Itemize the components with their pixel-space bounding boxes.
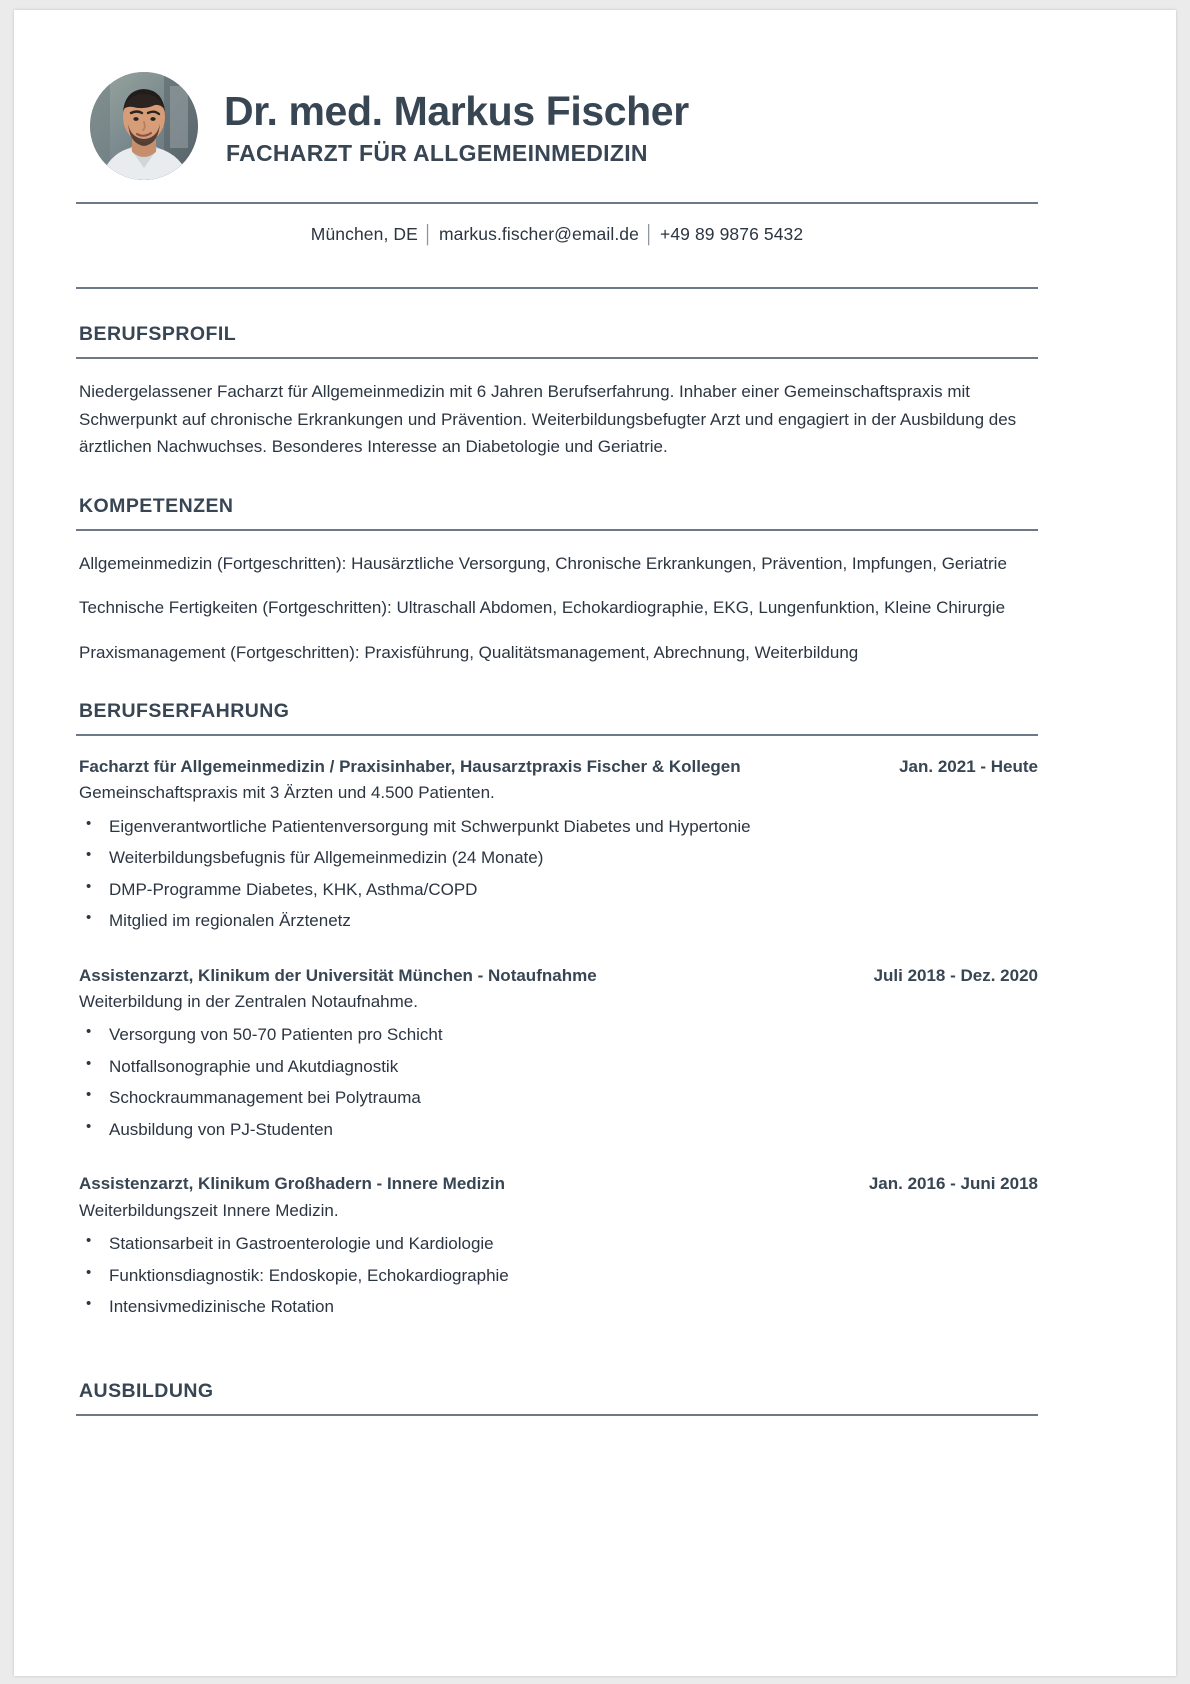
bullet-item — [79, 1085, 1038, 1111]
bullet-item — [79, 1231, 1038, 1257]
bullet-icon: • — [86, 877, 92, 895]
experience-title: Assistenzarzt, Klinikum Großhadern - Innere Medizin — [79, 1174, 506, 1194]
section-education — [76, 1380, 1038, 1416]
section-title-experience: BERUFSERFAHRUNG — [79, 700, 290, 723]
page-title: Dr. med. Markus Fischer — [224, 87, 689, 134]
section-divider-education — [76, 1414, 1038, 1416]
experience-bullets — [79, 1231, 1038, 1320]
section-title-education: AUSBILDUNG — [79, 1379, 214, 1402]
experience-date: Jan. 2021 - Heute — [899, 757, 1038, 777]
bullet-text: Weiterbildungsbefugnis für Allgemeinmedizin (24 Monate) — [109, 848, 544, 868]
contact-line — [76, 204, 1038, 265]
contact-separator-1: │ — [422, 224, 434, 244]
bullet-item — [79, 1294, 1038, 1320]
bullet-text: Schockraummanagement bei Polytrauma — [109, 1088, 421, 1108]
experience-entry — [79, 964, 1038, 1143]
section-profile — [76, 323, 1038, 461]
experience-entry — [79, 755, 1038, 934]
skill-item: Praxismanagement (Fortgeschritten): Praxisführung, Qualitätsmanagement, Abrechnung, Weiterbildung — [79, 642, 859, 662]
portrait-photo-icon — [90, 72, 198, 180]
contact-email[interactable]: markus.fischer@email.de — [438, 224, 639, 244]
bullet-text: Ausbildung von PJ-Studenten — [109, 1119, 333, 1139]
bullet-item — [79, 877, 1038, 903]
experience-bullets — [79, 1022, 1038, 1142]
experience-date: Juli 2018 - Dez. 2020 — [873, 965, 1038, 985]
bullet-icon: • — [86, 846, 92, 864]
section-divider-profile — [76, 357, 1038, 359]
skill-item: Allgemeinmedizin (Fortgeschritten): Hausärztliche Versorgung, Chronische Erkrankungen, Prävention, Impfungen, Geriatrie — [79, 553, 1007, 573]
contact-separator-2: │ — [643, 224, 656, 244]
resume-header — [76, 72, 1038, 180]
section-skills — [76, 495, 1038, 667]
contact-location: München, DE — [310, 224, 418, 244]
job-subtitle: FACHARZT FÜR ALLGEMEINMEDIZIN — [226, 140, 648, 167]
experience-date: Jan. 2016 - Juni 2018 — [868, 1174, 1038, 1194]
bullet-text: Versorgung von 50-70 Patienten pro Schicht — [109, 1025, 443, 1045]
header-text — [224, 85, 689, 168]
experience-header — [79, 964, 1038, 988]
bullet-text: Funktionsdiagnostik: Endoskopie, Echokardiographie — [109, 1265, 509, 1285]
section-experience — [76, 700, 1038, 1319]
resume-page — [14, 10, 1176, 1676]
bullet-icon: • — [86, 909, 92, 927]
experience-title: Facharzt für Allgemeinmedizin / Praxisinhaber, Hausarztpraxis Fischer & Kollegen — [79, 757, 741, 777]
bullet-icon: • — [86, 814, 92, 832]
bullet-text: Mitglied im regionalen Ärztenetz — [109, 911, 351, 931]
bullet-icon: • — [86, 1023, 92, 1041]
experience-description: Weiterbildung in der Zentralen Notaufnahme. — [79, 991, 418, 1011]
section-title-profile: BERUFSPROFIL — [79, 323, 237, 345]
bullet-item — [79, 814, 1038, 840]
bullet-text: DMP-Programme Diabetes, KHK, Asthma/COPD — [109, 879, 478, 899]
experience-entry — [79, 1172, 1038, 1319]
section-divider-skills — [76, 529, 1038, 531]
bullet-icon: • — [86, 1117, 92, 1135]
bullet-text: Stationsarbeit in Gastroenterologie und Kardiologie — [109, 1234, 494, 1254]
experience-description: Weiterbildungszeit Innere Medizin. — [79, 1200, 339, 1220]
bullet-icon: • — [86, 1054, 92, 1072]
experience-description: Gemeinschaftspraxis mit 3 Ärzten und 4.500 Patienten. — [79, 783, 495, 803]
bullet-item — [79, 1263, 1038, 1289]
bullet-item — [79, 845, 1038, 871]
bullet-item — [79, 908, 1038, 934]
experience-header — [79, 755, 1038, 779]
skill-item: Technische Fertigkeiten (Fortgeschritten): Ultraschall Abdomen, Echokardiographie, EKG, Lungenfunktion, Kleine Chirurgie — [79, 598, 1006, 618]
section-divider-experience — [76, 734, 1038, 736]
bullet-item — [79, 1022, 1038, 1048]
experience-title: Assistenzarzt, Klinikum der Universität München - Notaufnahme — [79, 965, 597, 985]
resume-content — [76, 72, 1038, 1435]
bullet-icon: • — [86, 1086, 92, 1104]
bullet-item — [79, 1117, 1038, 1143]
bullet-icon: • — [86, 1232, 92, 1250]
bullet-item — [79, 1054, 1038, 1080]
bullet-text: Eigenverantwortliche Patientenversorgung mit Schwerpunkt Diabetes und Hypertonie — [109, 816, 751, 836]
profile-text: Niedergelassener Facharzt für Allgemeinmedizin mit 6 Jahren Berufserfahrung. Inhaber einer Gemeinschaftspraxis mit Schwerpunkt auf chronische Erkrankungen und Prävention. Weiterbildungsbefugter Arzt und engagiert in der Ausbildung des ärztlichen Nachwuchses. Besonderes Interesse an Diabetologie und Geriatrie. — [79, 382, 1017, 457]
avatar — [90, 72, 198, 180]
experience-bullets — [79, 814, 1038, 934]
contact-phone[interactable]: +49 89 9876 5432 — [660, 224, 804, 244]
section-title-skills: KOMPETENZEN — [79, 494, 234, 517]
bullet-text: Intensivmedizinische Rotation — [109, 1297, 334, 1317]
bullet-icon: • — [86, 1263, 92, 1281]
experience-header — [79, 1172, 1038, 1196]
contact-divider — [76, 287, 1038, 289]
bullet-text: Notfallsonographie und Akutdiagnostik — [109, 1056, 399, 1076]
bullet-icon: • — [86, 1295, 92, 1313]
